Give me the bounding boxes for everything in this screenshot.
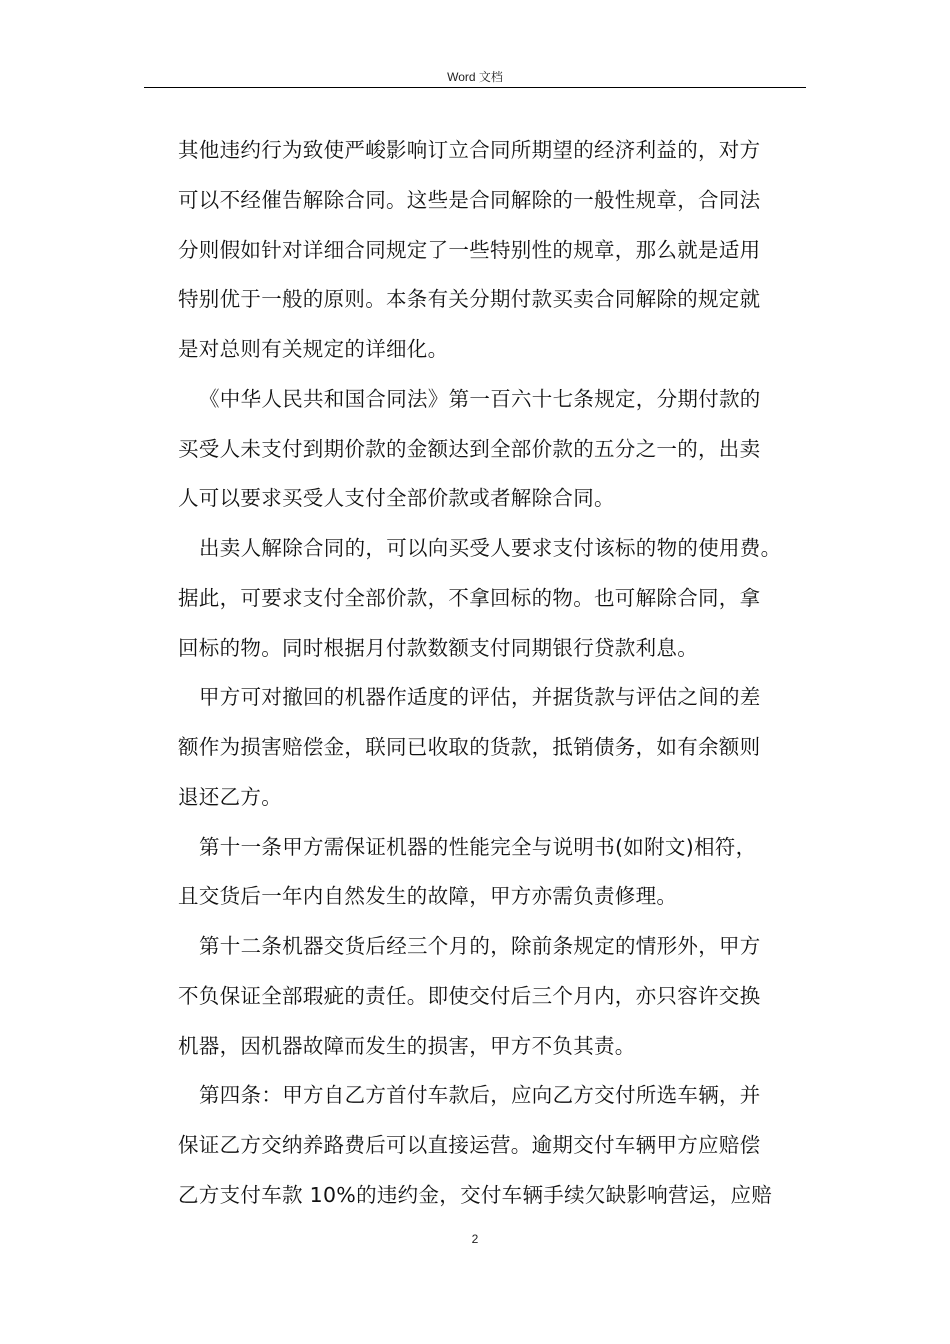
text-line: 出卖人解除合同的，可以向买受人要求支付该标的物的使用费。 xyxy=(199,536,782,560)
text-line: 退还乙方。 xyxy=(178,784,282,809)
text-line: 可以不经催告解除合同。这些是合同解除的一般性规章，合同法 xyxy=(178,187,761,212)
text-line: 且交货后一年内自然发生的故障，甲方亦需负责修理。 xyxy=(178,884,678,909)
header-divider xyxy=(144,87,806,88)
text-line: 机器，因机器故障而发生的损害，甲方不负其责。 xyxy=(178,1033,636,1058)
text-line: 不负保证全部瑕疵的责任。即使交付后三个月内，亦只容许交换 xyxy=(178,983,761,1008)
page-number: 2 xyxy=(471,1232,479,1246)
text-line: 其他违约行为致使严峻影响订立合同所期望的经济利益的，对方 xyxy=(178,138,761,162)
text-line: 第十二条机器交货后经三个月的，除前条规定的情形外，甲方 xyxy=(199,934,761,958)
text-line: 回标的物。同时根据月付款数额支付同期银行贷款利息。 xyxy=(178,635,698,660)
text-line: 是对总则有关规定的详细化。 xyxy=(178,337,449,361)
text-line: 人可以要求买受人支付全部价款或者解除合同。 xyxy=(178,486,615,511)
text-line: 《中华人民共和国合同法》第一百六十七条规定，分期付款的 xyxy=(199,386,761,411)
page-header: Word 文档 xyxy=(447,70,503,84)
text-line: 第四条：甲方自乙方首付车款后，应向乙方交付所选车辆，并 xyxy=(199,1083,761,1108)
text-line: 据此，可要求支付全部价款，不拿回标的物。也可解除合同，拿 xyxy=(178,585,761,610)
text-line: 分则假如针对详细合同规定了一些特别性的规章，那么就是适用 xyxy=(178,237,761,262)
text-line: 买受人未支付到期价款的金额达到全部价款的五分之一的，出卖 xyxy=(178,436,761,461)
text-line: 甲方可对撤回的机器作适度的评估，并据货款与评估之间的差 xyxy=(199,685,761,710)
document-body xyxy=(178,126,818,1221)
text-line: 额作为损害赔偿金，联同已收取的货款，抵销债务，如有余额则 xyxy=(178,735,761,759)
text-line: 第十一条甲方需保证机器的性能完全与说明书(如附文)相符， xyxy=(199,834,757,859)
text-line: 保证乙方交纳养路费后可以直接运营。逾期交付车辆甲方应赔偿 xyxy=(178,1133,761,1157)
text-line: 乙方支付车款 10%的违约金，交付车辆手续欠缺影响营运，应赔 xyxy=(178,1182,773,1207)
text-line: 特别优于一般的原则。本条有关分期付款买卖合同解除的规定就 xyxy=(178,287,761,312)
